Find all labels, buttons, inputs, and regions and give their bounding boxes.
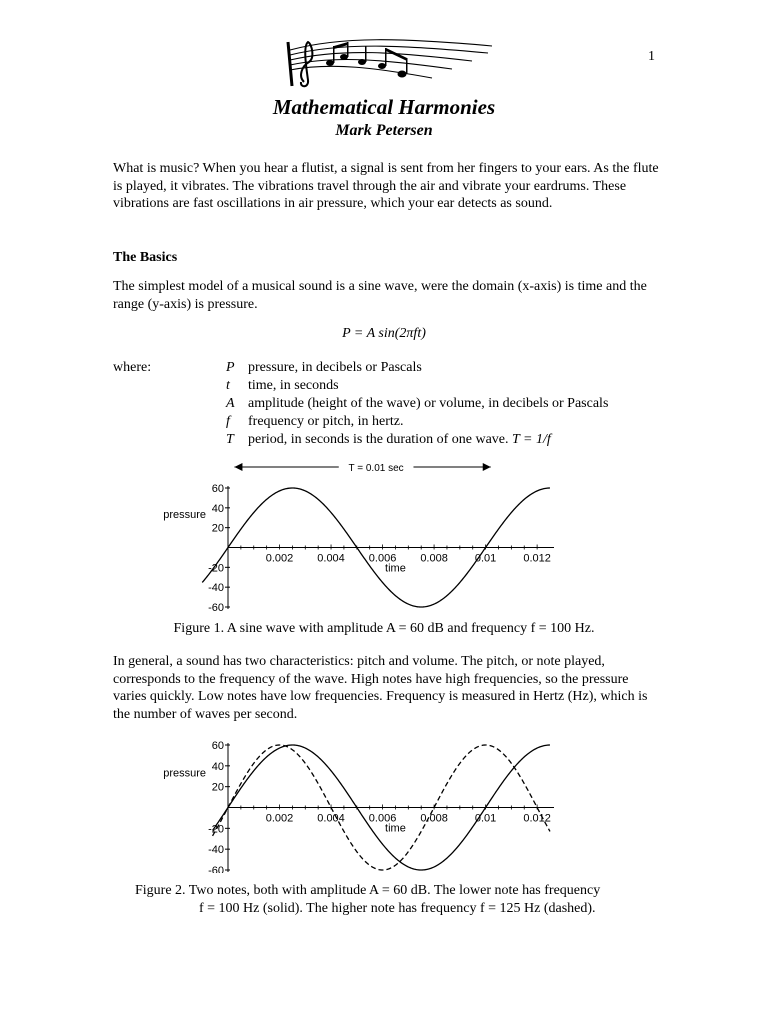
y-tick-label: -40 (208, 582, 224, 595)
x-tick-label: 0.008 (420, 552, 448, 565)
x-tick-label: 0.002 (265, 552, 294, 565)
where-label: where: (113, 360, 152, 375)
x-tick-label: 0.004 (317, 552, 345, 565)
definition-symbol: A (226, 396, 235, 411)
period-arrowhead-left (234, 463, 242, 471)
definition-symbol: T (226, 432, 234, 447)
definition-row (226, 395, 686, 413)
period-label: T = 0.01 sec (348, 463, 404, 474)
x-tick-label: 0.012 (523, 552, 551, 565)
y-axis-label: pressure (163, 508, 206, 521)
x-tick-label: 0.002 (265, 812, 294, 825)
x-tick-label: 0.01 (474, 812, 497, 825)
figure-1-caption: Figure 1. A sine wave with amplitude A = 60 dB and frequency f = 100 Hz. (173, 621, 595, 636)
y-tick-label: -60 (208, 602, 224, 614)
y-tick-label: 20 (211, 522, 224, 535)
author-name: Mark Petersen (335, 122, 433, 139)
definition-text: pressure, in decibels or Pascals (248, 360, 422, 375)
y-axis-label: pressure (163, 767, 206, 780)
y-tick-label: 20 (211, 781, 224, 794)
figure-2-caption-line-1: Figure 2. Two notes, both with amplitude A = 60 dB. The lower note has frequency (135, 883, 601, 898)
variable-definitions (226, 359, 686, 449)
x-tick-label: 0.006 (368, 552, 397, 565)
y-tick-label: 60 (211, 740, 224, 752)
paper-title: Mathematical Harmonies (272, 95, 496, 119)
definition-text: frequency or pitch, in hertz. (248, 414, 404, 429)
sine-equation: P = A sin(2πft) (342, 326, 426, 341)
y-tick-label: 40 (211, 502, 224, 515)
period-formula: T = 1/f (512, 432, 551, 447)
x-tick-label: 0.012 (523, 812, 551, 825)
definition-row (226, 431, 686, 449)
general-paragraph: In general, a sound has two characteristics: pitch and volume. The pitch, or note played, corresponds to the frequency of the wave. High notes have high frequencies, so the pressure varies quickly. Low notes have low frequencies. Frequency is measured in Hertz (Hz), which is the number of waves per second. (113, 654, 648, 722)
chart-plot (163, 463, 554, 614)
y-tick-label: -20 (208, 823, 224, 836)
y-tick-label: 40 (211, 760, 224, 773)
x-tick-label: 0.01 (474, 552, 497, 565)
definition-row (226, 413, 686, 431)
figure-2-caption-line-2: f = 100 Hz (solid). The higher note has frequency f = 125 Hz (dashed). (199, 900, 596, 916)
definition-row (226, 359, 686, 377)
chart-plot (163, 740, 554, 873)
intro-paragraph: What is music? When you hear a flutist, a signal is sent from her fingers to your ears. As the flute is played, it vibrates. The vibrations travel through the air and vibrate your eardrums. These vibrations are fast oscillations in air pressure, which your ear detects as sound. (113, 161, 659, 211)
figure-1-sine-chart (150, 455, 570, 615)
definition-symbol: P (226, 360, 235, 375)
x-axis-label: time (385, 822, 406, 835)
page-number: 1 (648, 49, 655, 64)
section-heading: The Basics (113, 250, 178, 265)
definition-text-wrap (248, 431, 551, 449)
y-tick-label: -40 (208, 844, 224, 857)
definition-symbol: f (226, 414, 230, 429)
definition-text: amplitude (height of the wave) or volume, in decibels or Pascals (248, 396, 609, 411)
x-tick-label: 0.004 (317, 812, 345, 825)
music-notes-logo (282, 36, 494, 92)
y-tick-label: 60 (211, 483, 224, 495)
definition-symbol: t (226, 378, 230, 393)
basics-paragraph: The simplest model of a musical sound is a sine wave, were the domain (x-axis) is time and the range (y-axis) is pressure. (113, 279, 647, 312)
x-tick-label: 0.006 (368, 812, 397, 825)
figure-2-two-notes-chart (150, 733, 570, 873)
x-axis-label: time (385, 562, 406, 575)
y-tick-label: -20 (208, 562, 224, 575)
definition-text: time, in seconds (248, 378, 339, 393)
definition-row (226, 377, 686, 395)
x-tick-label: 0.008 (420, 812, 448, 825)
figure-2-caption (135, 882, 655, 917)
period-arrowhead-right (483, 463, 491, 471)
y-tick-label: -60 (208, 865, 224, 873)
definition-text: period, in seconds is the duration of one wave. (248, 432, 509, 447)
